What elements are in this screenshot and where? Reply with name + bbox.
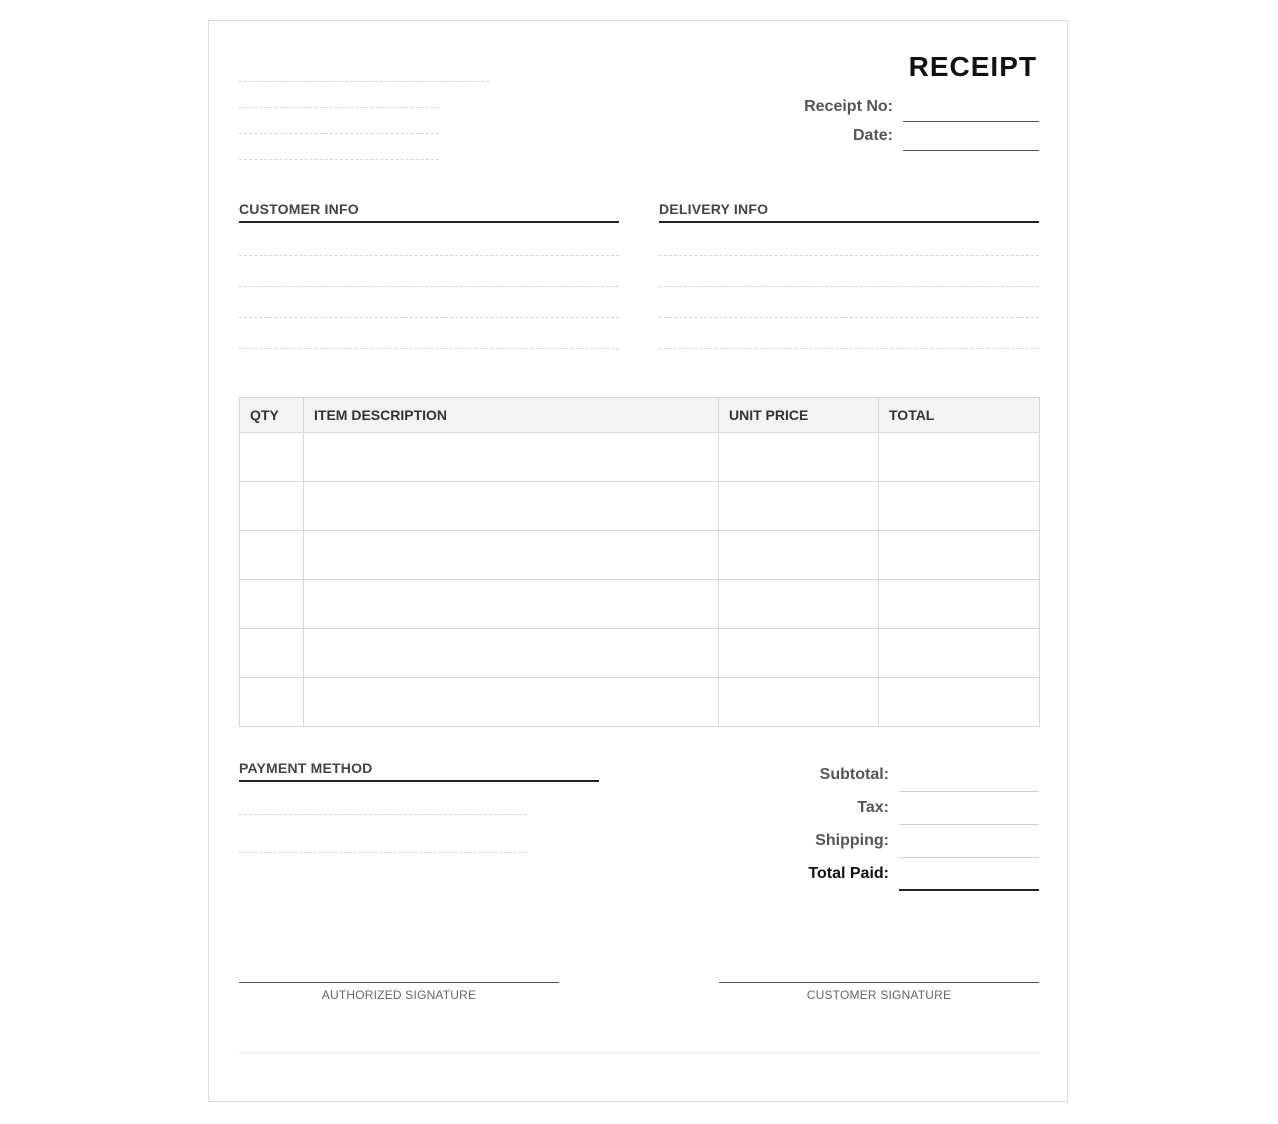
description-cell[interactable] [304, 433, 719, 482]
delivery-line[interactable] [659, 255, 1039, 256]
qty-cell[interactable] [240, 433, 304, 482]
unit-price-cell[interactable] [719, 678, 879, 727]
table-row [240, 678, 1040, 727]
total-cell[interactable] [879, 433, 1040, 482]
footer-divider [239, 1052, 1039, 1053]
total-cell[interactable] [879, 678, 1040, 727]
table-header-row [240, 398, 1040, 433]
date-field[interactable] [903, 150, 1039, 151]
unit-price-cell[interactable] [719, 580, 879, 629]
total-cell[interactable] [879, 580, 1040, 629]
description-cell[interactable] [304, 629, 719, 678]
description-cell[interactable] [304, 678, 719, 727]
table-row [240, 580, 1040, 629]
date-label: Date: [852, 127, 893, 144]
delivery-line[interactable] [659, 286, 1039, 287]
unit-price-cell[interactable] [719, 482, 879, 531]
payment-method-rule [239, 780, 599, 782]
customer-line[interactable] [239, 255, 619, 256]
tax-label: Tax: [857, 799, 889, 816]
column-header-qty: QTY [240, 398, 304, 433]
unit-price-cell[interactable] [719, 531, 879, 580]
customer-line[interactable] [239, 348, 619, 349]
authorized-signature-caption: AUTHORIZED SIGNATURE [321, 988, 477, 1002]
qty-cell[interactable] [240, 580, 304, 629]
company-address-line[interactable] [239, 107, 439, 108]
shipping-field[interactable] [899, 857, 1039, 858]
total-paid-field[interactable] [899, 889, 1039, 891]
payment-line[interactable] [239, 814, 527, 815]
shipping-label: Shipping: [815, 832, 889, 849]
delivery-line[interactable] [659, 348, 1039, 349]
column-header-unit-price: UNIT PRICE [719, 398, 879, 433]
column-header-description: ITEM DESCRIPTION [304, 398, 719, 433]
company-city-line[interactable] [239, 133, 439, 134]
total-cell[interactable] [879, 482, 1040, 531]
subtotal-field[interactable] [899, 791, 1039, 792]
qty-cell[interactable] [240, 531, 304, 580]
description-cell[interactable] [304, 531, 719, 580]
payment-method-heading: PAYMENT METHOD [239, 760, 373, 776]
company-phone-line[interactable] [239, 159, 439, 160]
customer-info-heading: CUSTOMER INFO [239, 201, 359, 217]
qty-cell[interactable] [240, 678, 304, 727]
authorized-signature-line[interactable] [239, 982, 559, 983]
receipt-no-field[interactable] [903, 121, 1039, 122]
table-row [240, 482, 1040, 531]
table-row [240, 433, 1040, 482]
receipt-sheet [208, 20, 1068, 1102]
receipt-title: RECEIPT [908, 51, 1037, 82]
customer-signature-line[interactable] [719, 982, 1039, 983]
qty-cell[interactable] [240, 482, 304, 531]
receipt-no-label: Receipt No: [804, 98, 893, 115]
delivery-info-rule [659, 221, 1039, 223]
items-table [239, 397, 1040, 727]
description-cell[interactable] [304, 580, 719, 629]
customer-line[interactable] [239, 317, 619, 318]
unit-price-cell[interactable] [719, 433, 879, 482]
total-paid-label: Total Paid: [808, 865, 889, 882]
table-row [240, 531, 1040, 580]
customer-line[interactable] [239, 286, 619, 287]
unit-price-cell[interactable] [719, 629, 879, 678]
customer-signature-caption: CUSTOMER SIGNATURE [806, 988, 952, 1002]
column-header-total: TOTAL [879, 398, 1040, 433]
total-cell[interactable] [879, 629, 1040, 678]
delivery-line[interactable] [659, 317, 1039, 318]
qty-cell[interactable] [240, 629, 304, 678]
total-cell[interactable] [879, 531, 1040, 580]
subtotal-label: Subtotal: [819, 766, 889, 783]
company-name-line[interactable] [239, 81, 489, 82]
tax-field[interactable] [899, 824, 1039, 825]
customer-info-rule [239, 221, 619, 223]
payment-line[interactable] [239, 852, 527, 853]
delivery-info-heading: DELIVERY INFO [659, 201, 769, 217]
description-cell[interactable] [304, 482, 719, 531]
table-row [240, 629, 1040, 678]
